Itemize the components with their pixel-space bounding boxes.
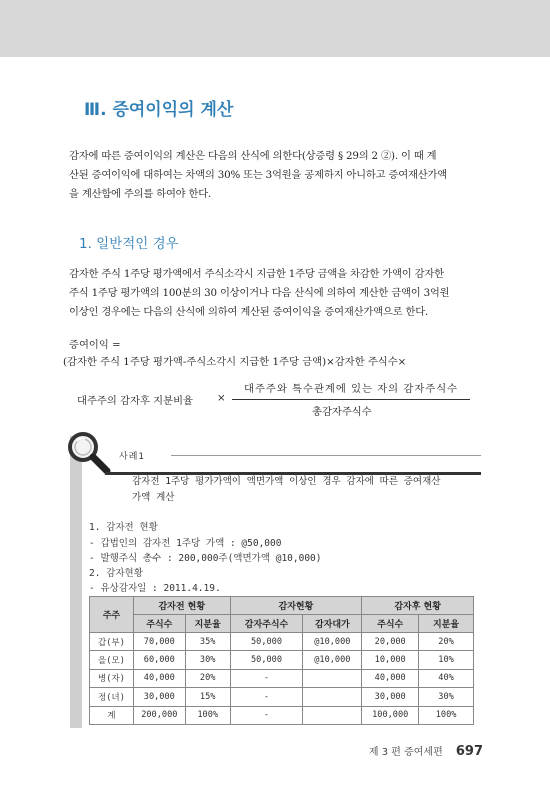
subheader-shares-after: 주식수 [362, 615, 419, 633]
table-cell: 30,000 [133, 688, 185, 706]
example-side-bar [70, 436, 82, 728]
table-cell: 계 [90, 706, 134, 724]
table-cell: 10,000 [362, 651, 419, 669]
page-title: Ⅲ. 증여이익의 계산 [84, 100, 234, 120]
table-cell: 30% [419, 688, 474, 706]
list-item: - 발행주식 총수 : 200,000주(액면가액 @10,000) [89, 553, 322, 564]
table-cell: 20% [419, 633, 474, 651]
table-row [90, 669, 474, 687]
formula-times: × [217, 392, 226, 404]
table-cell: 20,000 [362, 633, 419, 651]
table-cell: 70,000 [133, 633, 185, 651]
list-item: 2. 감자현황 [89, 568, 143, 579]
formula-numerator: 대주주와 특수관계에 있는 자의 감자주식수 [244, 383, 459, 395]
table-cell: 100,000 [362, 706, 419, 724]
table-cell: - [230, 688, 303, 706]
table-cell: 10% [419, 651, 474, 669]
example-title-line-1: 감자전 1주당 평가가액이 액면가액 이상인 경우 감자에 따른 증여재산 [132, 476, 441, 487]
table-cell: 40% [419, 669, 474, 687]
table-cell: 을(모) [90, 651, 134, 669]
table-cell: 35% [185, 633, 230, 651]
header-group-reduction: 감자현황 [230, 597, 362, 615]
example-label: 사례1 [119, 452, 146, 462]
formula-line-1: (감자한 주식 1주당 평가액-주식소각시 지급한 1주당 금액)×감자한 주식수× [63, 356, 407, 368]
table-cell: 100% [419, 706, 474, 724]
subheader-reduced-shares: 감자주식수 [230, 615, 303, 633]
table-row [90, 688, 474, 706]
table-cell: 50,000 [230, 651, 303, 669]
formula-label: 증여이익 = [69, 339, 121, 351]
list-item: - 유상감자일 : 2011.4.19. [89, 583, 221, 594]
table-cell [303, 669, 362, 687]
subheader-shares-before: 주식수 [133, 615, 185, 633]
table-row [90, 651, 474, 669]
table-cell [303, 706, 362, 724]
section-body-line-1: 감자한 주식 1주당 평가액에서 주식소각시 지급한 1주당 금액을 차감한 가액이 감자한 [69, 268, 444, 280]
capital-reduction-table [89, 596, 474, 725]
section-heading: 1. 일반적인 경우 [79, 236, 179, 252]
header-group-after: 감자후 현황 [362, 597, 474, 615]
header-shareholder: 주주 [90, 597, 134, 633]
table-cell: 60,000 [133, 651, 185, 669]
table-cell: 40,000 [133, 669, 185, 687]
table-cell: 30% [185, 651, 230, 669]
table-row [90, 633, 474, 651]
section-body-line-2: 주식 1주당 평가액의 100분의 30 이상이거나 다음 산식에 의하여 계산한 금액이 3억원 [69, 287, 450, 299]
table-cell: 15% [185, 688, 230, 706]
formula-denominator: 총감자주식수 [312, 406, 372, 418]
table-cell: @10,000 [303, 633, 362, 651]
table-cell: @10,000 [303, 651, 362, 669]
table-cell: 정(녀) [90, 688, 134, 706]
section-body-line-3: 이상인 경우에는 다음의 산식에 의하여 계산된 증여이익을 증여재산가액으로 한다. [69, 306, 429, 318]
table-cell: 100% [185, 706, 230, 724]
footer-section: 제 3 편 증여세편 [368, 747, 443, 758]
top-header-band [0, 0, 550, 57]
table-cell: - [230, 706, 303, 724]
subheader-ratio-before: 지분율 [185, 615, 230, 633]
fraction-bar [232, 399, 470, 400]
table-cell: 40,000 [362, 669, 419, 687]
header-group-before: 감자전 현황 [133, 597, 230, 615]
table-cell: 갑(부) [90, 633, 134, 651]
subheader-reduction-price: 감자대가 [303, 615, 362, 633]
intro-line-1: 감자에 따른 증여이익의 계산은 다음의 산식에 의한다(상증령 § 29의 2 ②). 이 때 계 [69, 150, 437, 162]
table-total-row [90, 706, 474, 724]
example-title-line-2: 가액 계산 [132, 492, 175, 503]
example-divider [171, 455, 481, 456]
table-cell: 200,000 [133, 706, 185, 724]
page-footer [369, 740, 483, 759]
subheader-ratio-after: 지분율 [419, 615, 474, 633]
page-number: 697 [455, 744, 483, 759]
table-cell [303, 688, 362, 706]
table-cell: 20% [185, 669, 230, 687]
table-cell: 30,000 [362, 688, 419, 706]
list-item: - 갑법인의 감자전 1주당 가액 : @50,000 [89, 538, 282, 549]
formula-left-term: 대주주의 감자후 지분비율 [77, 395, 193, 407]
intro-line-2: 산된 증여이익에 대하여는 차액의 30% 또는 3억원을 공제하지 아니하고 증여재산가액 [69, 169, 447, 181]
table-cell: 50,000 [230, 633, 303, 651]
table-cell: 병(자) [90, 669, 134, 687]
list-item: 1. 감자전 현황 [89, 522, 158, 533]
table-cell: - [230, 669, 303, 687]
intro-line-3: 을 계산함에 주의를 하여야 한다. [69, 188, 212, 200]
